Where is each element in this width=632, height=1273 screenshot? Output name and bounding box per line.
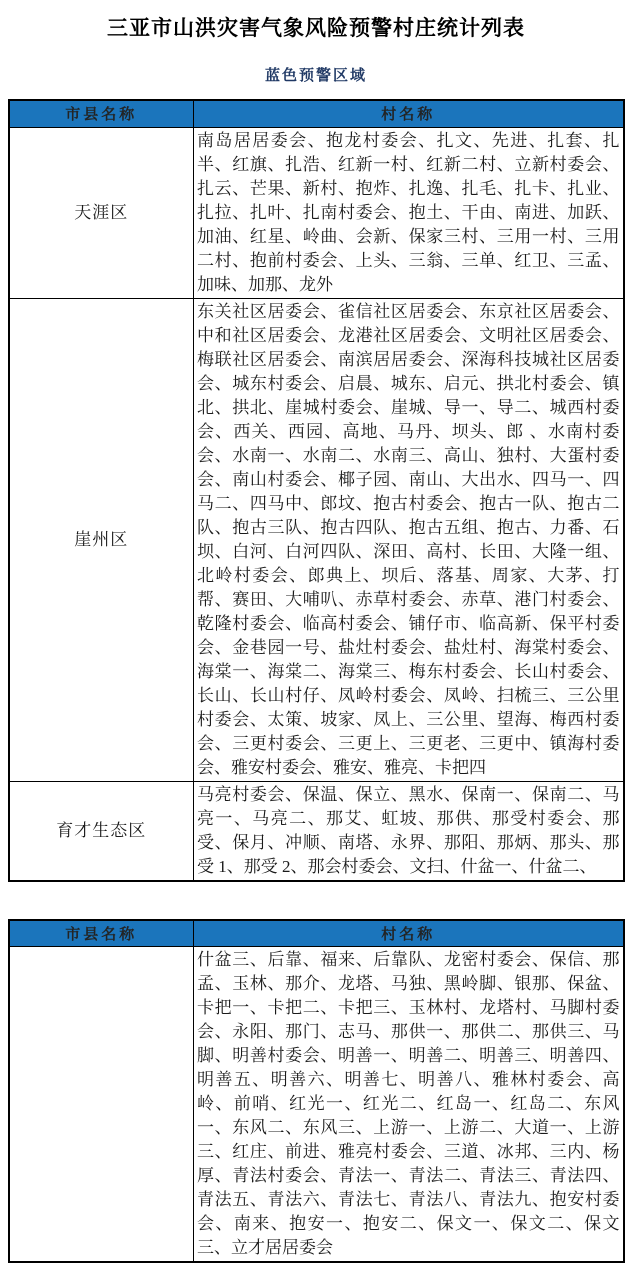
- table-row: [9, 781, 624, 881]
- table-header-row: [9, 100, 624, 127]
- blue-warning-table-2: [8, 919, 625, 1264]
- region-name-yucai: 育才生态区: [9, 781, 194, 881]
- village-list-yucai: 马亮村委会、保温、保立、黑水、保南一、保南二、马亮一、马亮二、那艾、虹坡、那供、那受村委会、那受、保月、冲顺、南塔、永界、那阳、那炳、那头、那受 1、那受 2、那会村委会、文扫、什盆一、什盆二、: [194, 781, 624, 881]
- table-header-row: [9, 920, 624, 947]
- page-title: 三亚市山洪灾害气象风险预警村庄统计列表: [107, 17, 525, 40]
- village-list-continued: 什盆三、后靠、福来、后靠队、龙密村委会、保信、那孟、玉林、那介、龙塔、马独、黑岭脚、银那、保盆、卡把一、卡把二、卡把三、玉林村、龙塔村、马脚村委会、永阳、那门、志马、那供一、那供二、那供三、马脚、明善村委会、明善一、明善二、明善三、明善四、明善五、明善六、明善七、明善八、雅林村委会、高岭、前哨、红光一、红光二、红岛一、红岛二、东风一、东风二、东风三、上游一、上游二、大道一、上游三、红庄、前进、雅亮村委会、三道、冰邦、三内、杨厚、青法村委会、青法一、青法二、青法三、青法四、青法五、青法六、青法七、青法八、青法九、抱安村委会、南来、抱安一、抱安二、保文一、保文二、保文三、立才居居委会: [194, 947, 624, 1263]
- column-header-village: 村名称: [194, 100, 624, 127]
- region-name-empty: [9, 947, 194, 1263]
- table-row: [9, 947, 624, 1263]
- region-name-yazhou: 崖州区: [9, 298, 194, 781]
- column-header-region: 市县名称: [9, 920, 194, 947]
- table-row: [9, 127, 624, 298]
- table-row: [9, 298, 624, 781]
- column-header-village: 村名称: [194, 920, 624, 947]
- blue-warning-table-1: [8, 99, 625, 882]
- subtitle-blue-warning-area: 蓝色预警区域: [264, 68, 367, 84]
- column-header-region: 市县名称: [9, 100, 194, 127]
- village-list-yazhou: 东关社区居委会、雀信社区居委会、东京社区居委会、中和社区居委会、龙港社区居委会、文明社区居委会、梅联社区居委会、南滨居居委会、深海科技城社区居委会、城东村委会、启晨、城东、启元、拱北村委会、镇北、拱北、崖城村委会、崖城、导一、导二、城西村委会、西关、西园、高地、马丹、坝头、郎 、水南村委会、水南一、水南二、水南三、高山、独村、大蛋村委会、南山村委会、椰子园、南山、大出水、四马一、四马二、四马中、郎坟、抱古村委会、抱古一队、抱古二队、抱古三队、抱古四队、抱古五组、抱古、力番、石坝、白河、白河四队、深田、高村、长田、大隆一组、北岭村委会、郎典上、坝后、落基、周家、大茅、打帮、赛田、大哺叭、赤草村委会、赤草、港门村委会、乾隆村委会、临高村委会、铺仔市、临高新、保平村委会、金巷园一号、盐灶村委会、盐灶村、海棠村委会、海棠一、海棠二、海棠三、梅东村委会、长山村委会、长山、长山村仔、凤岭村委会、凤岭、扫梳三、三公里村委会、太策、坡家、凤上、三公里、望海、梅西村委会、三更村委会、三更上、三更老、三更中、镇海村委会、雅安村委会、雅安、雅亮、卡把四: [194, 298, 624, 781]
- region-name-tianya: 天涯区: [9, 127, 194, 298]
- village-list-tianya: 南岛居居委会、抱龙村委会、扎文、先进、扎套、扎半、红旗、扎浩、红新一村、红新二村、立新村委会、扎云、芒果、新村、抱炸、扎逸、扎毛、扎卡、扎业、扎拉、扎叶、扎南村委会、抱土、干由、南进、加跃、加油、红星、岭曲、会新、保家三村、三用一村、三用二村、抱前村委会、上头、三翁、三单、红卫、三孟、加味、加那、龙外: [194, 127, 624, 298]
